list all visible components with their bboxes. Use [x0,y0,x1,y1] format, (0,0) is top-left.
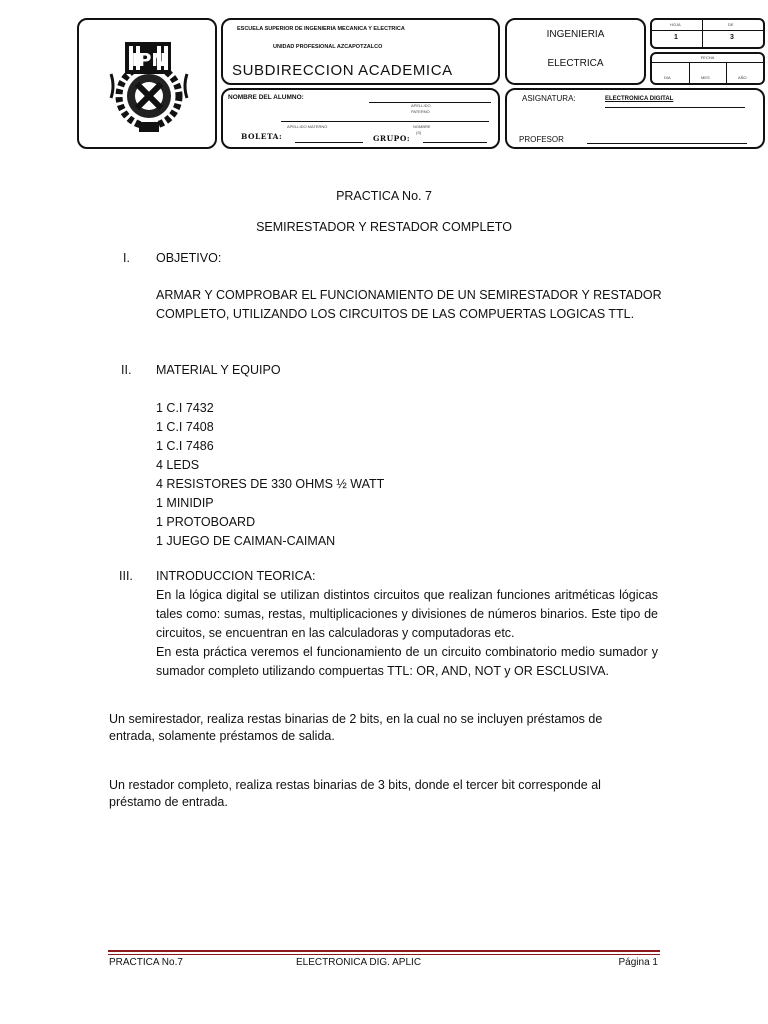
career-line-1: INGENIERIA [546,29,605,40]
logo-text: IPN [131,50,167,71]
subject-label: ASIGNATURA: [522,94,576,103]
objective-numeral: I. [123,251,130,265]
footer-left: PRACTICA No.7 [109,957,183,968]
objective-heading: OBJETIVO: [156,251,222,265]
nombre-label: NOMBRE [413,124,431,129]
intro-numeral: III. [119,569,133,583]
sheet-number: 1 [674,34,678,41]
nombre-s-label: (S) [416,130,422,135]
career-panel [505,18,646,85]
professor-label: PROFESOR [519,135,564,144]
date-year-label: AÑO [738,75,747,80]
list-item: 1 C.I 7408 [156,420,214,434]
student-info-panel [221,88,500,149]
document-title: PRACTICA No. 7 [336,189,432,203]
apellido-paterno-label-1: APELLIDO [411,103,431,108]
grupo-line [423,142,487,143]
materials-heading: MATERIAL Y EQUIPO [156,363,281,377]
document-subtitle: SEMIRESTADOR Y RESTADOR COMPLETO [256,220,512,234]
subject-panel [505,88,765,149]
full-subtractor-paragraph: Un restador completo, realiza restas binarias de 3 bits, donde el tercer bit corresponde al préstamo de entrada. [109,778,601,809]
professor-line [587,143,747,144]
list-item: 1 C.I 7486 [156,439,214,453]
apellido-materno-label: APELLIDO MATERNO [287,124,328,129]
list-item: 4 RESISTORES DE 330 OHMS ½ WATT [156,477,385,491]
subject-line [605,107,745,108]
grupo-label: GRUPO: [373,134,411,143]
date-label: FECHA [700,55,715,60]
intro-paragraph-1: En la lógica digital se utilizan distintos circuitos que realizan funciones aritméticas lógicas tales como: sumas, restas, multiplicaciones y divisiones de números binarios. Este tipo de circuitos, se encuentran en las calculadoras y computadoras etc. [156,588,658,640]
sheet-label: HOJA [670,22,681,27]
intro-paragraph-2: En esta práctica veremos el funcionamiento de un circuito combinatorio medio sumador y sumador completo utilizando compuertas TTL: OR, AND, NOT y OR ESCLUSIVA. [156,645,658,678]
sheet-of-label: DE [728,22,734,27]
list-item: 1 C.I 7432 [156,401,214,415]
objective-text-line-2: COMPLETO, UTILIZANDO LOS CIRCUITOS DE LAS COMPUERTAS LOGICAS TTL. [156,307,635,321]
full-name-line [281,121,489,122]
footer-page-number: Página 1 [618,957,658,968]
date-panel [650,52,765,85]
department-title: SUBDIRECCION ACADEMICA [232,62,453,79]
school-header [221,18,500,85]
footer-center: ELECTRONICA DIG. APLIC [296,957,422,968]
materials-numeral: II. [121,363,132,377]
sheet-total: 3 [730,34,734,41]
career-line-2: ELECTRICA [547,58,604,69]
subject-value: ELECTRONICA DIGITAL [605,96,674,102]
footer-rule-thin [108,954,660,955]
apellido-paterno-label-2: PATERNO [411,109,430,114]
student-name-label: NOMBRE DEL ALUMNO: [228,94,304,101]
half-subtractor-paragraph: Un semirestador, realiza restas binarias de 2 bits, en la cual no se incluyen préstamos de entrada, solamente préstamos de salida. [109,712,603,743]
school-name: ESCUELA SUPERIOR DE INGENIERIA MECANICA Y ELECTRICA [237,26,405,32]
boleta-label: BOLETA: [241,132,283,141]
list-item: 1 JUEGO DE CAIMAN-CAIMAN [156,534,336,548]
materials-list [156,399,384,551]
intro-heading: INTRODUCCION TEORICA: [156,569,316,583]
objective-text-line-1: ARMAR Y COMPROBAR EL FUNCIONAMIENTO DE UN SEMIRESTADOR Y RESTADOR [156,288,662,302]
list-item: 1 MINIDIP [156,496,214,510]
boleta-line [295,142,363,143]
list-item: 4 LEDS [156,458,200,472]
unit-name: UNIDAD PROFESIONAL AZCAPOTZALCO [273,44,383,50]
date-day-label: DIA [664,75,671,80]
list-item: 1 PROTOBOARD [156,515,256,529]
sheet-number-panel [650,18,765,49]
date-month-label: MES [701,75,710,80]
footer-rule-thick [108,950,660,952]
ipn-logo-icon [105,34,193,138]
logo-panel [77,18,217,149]
